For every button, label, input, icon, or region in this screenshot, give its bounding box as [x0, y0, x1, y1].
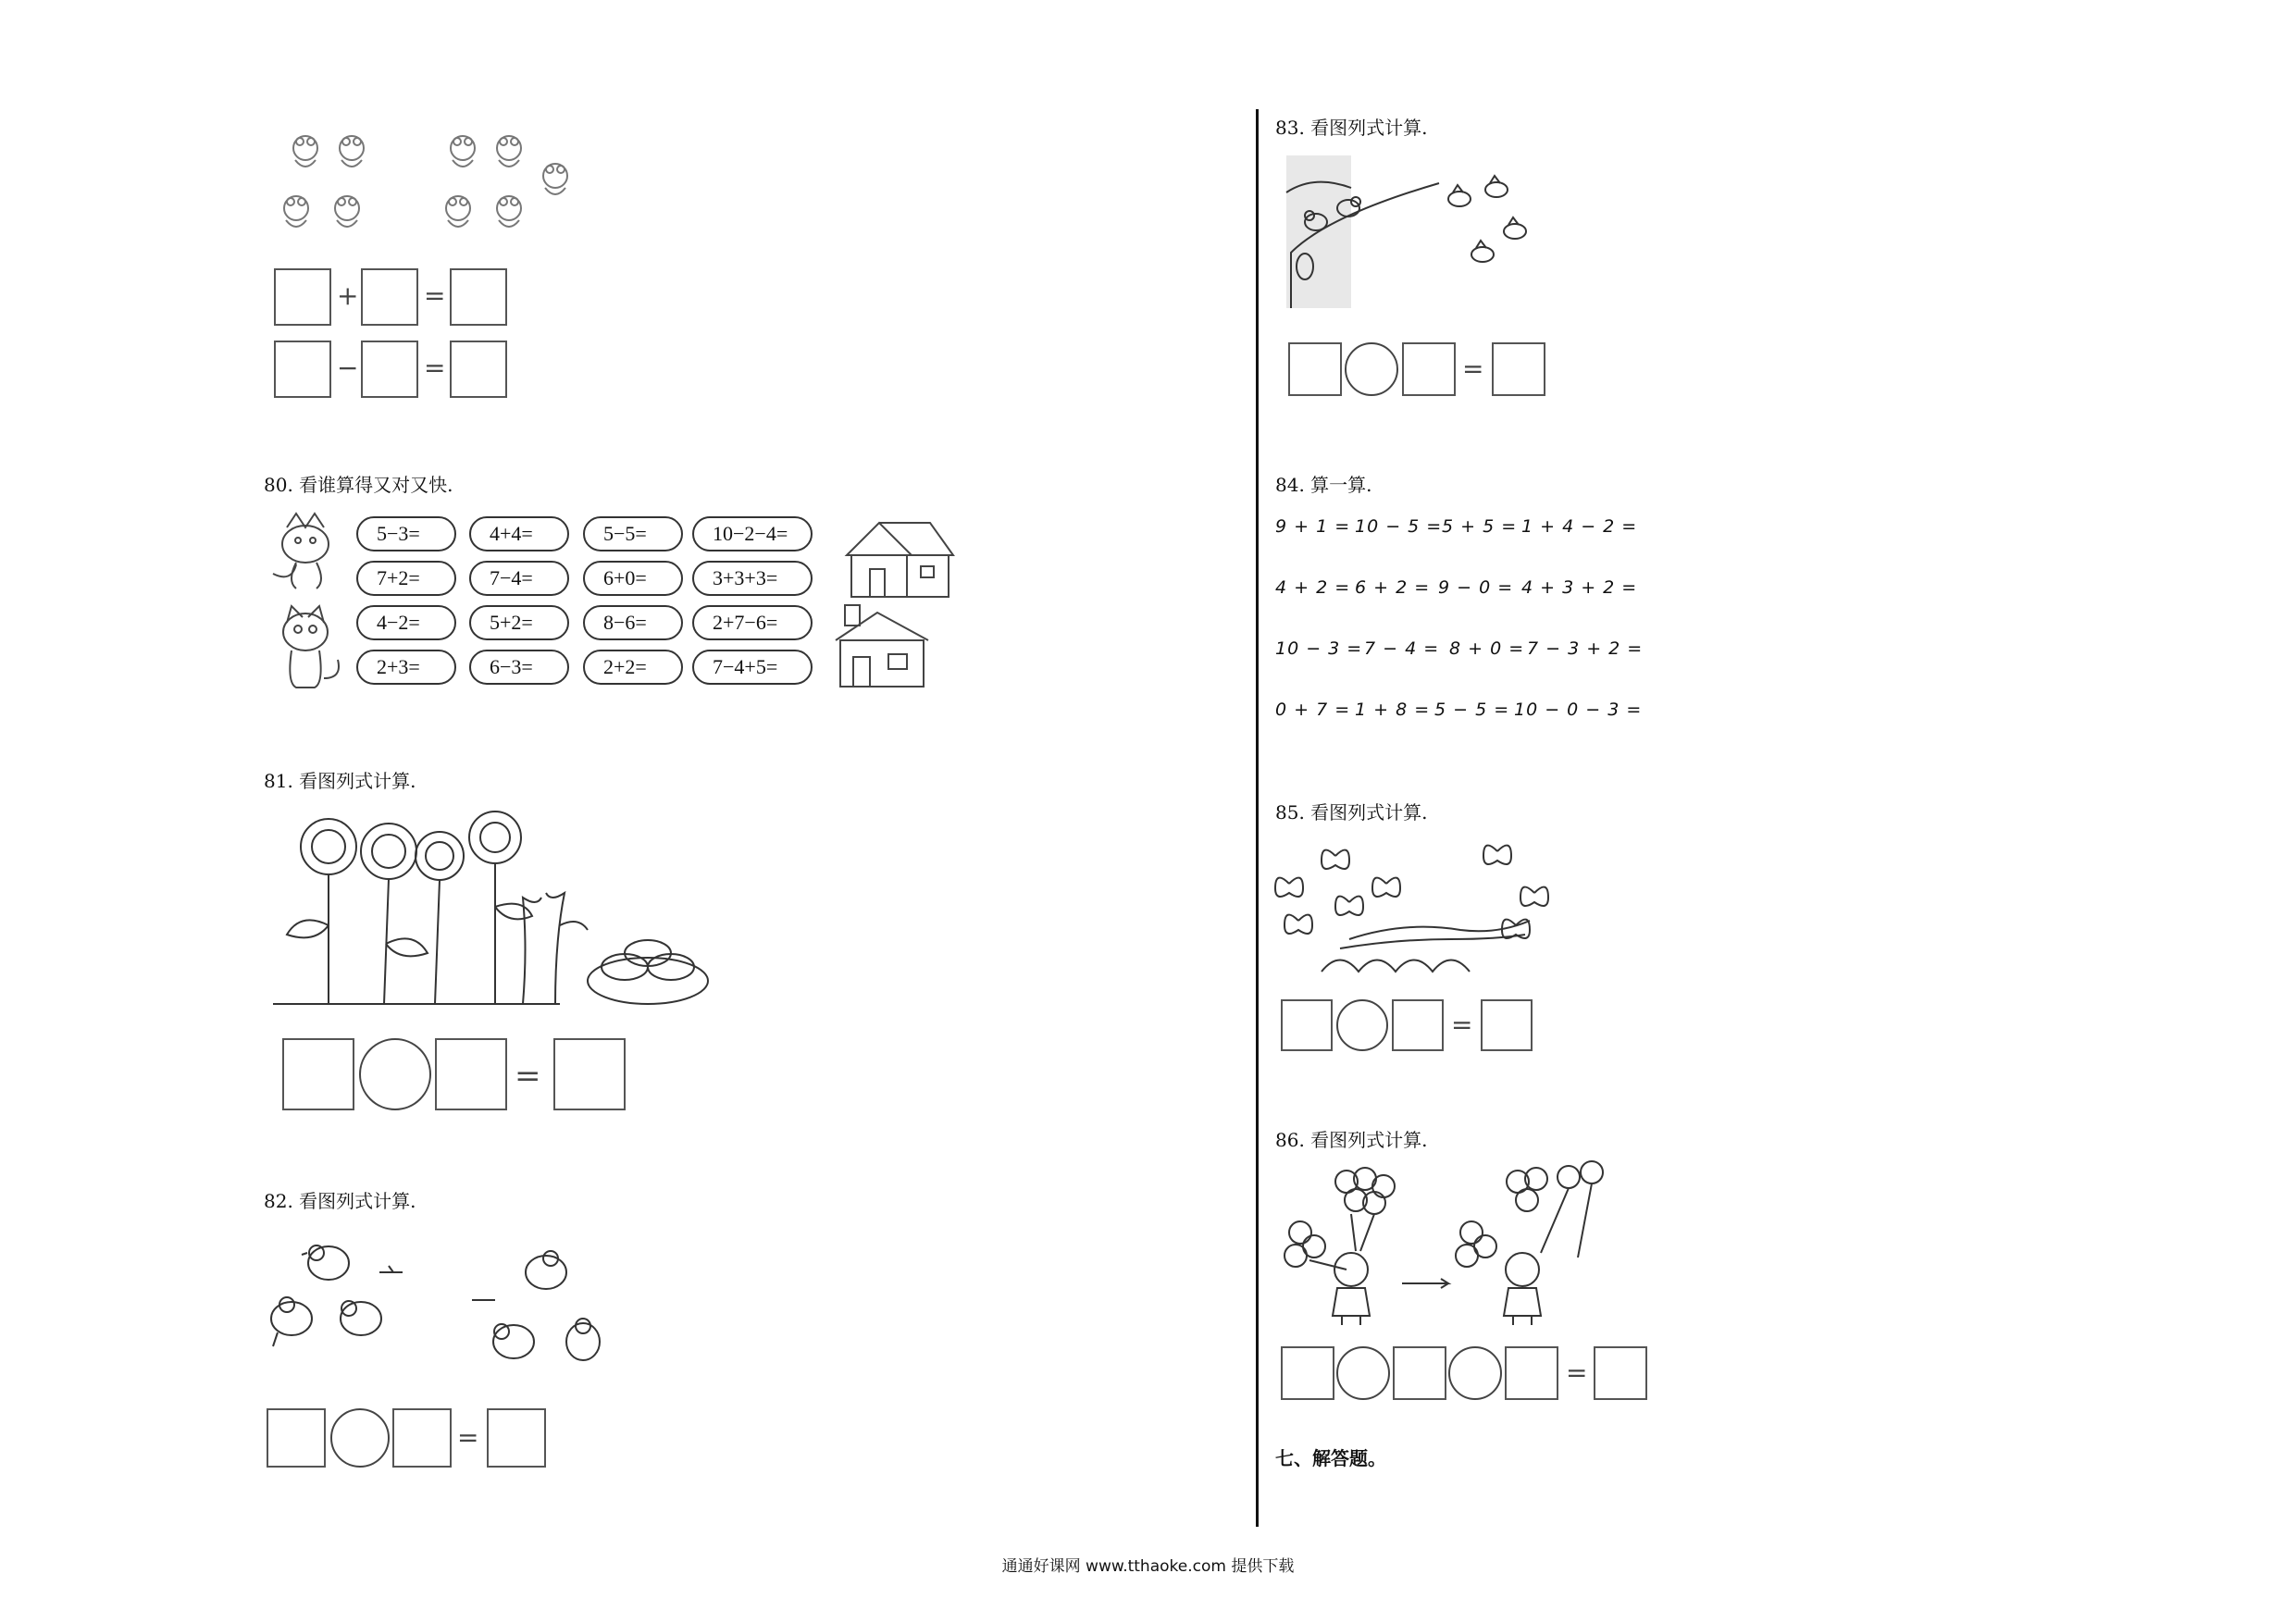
answer-box[interactable] — [274, 268, 331, 326]
page-footer: 通通好课网 www.tthaoke.com 提供下载 — [1001, 1557, 1295, 1576]
answer-box[interactable] — [282, 1038, 354, 1110]
calc-item: 9 − 0 = — [1438, 577, 1514, 598]
calc-item: 10 − 0 − 3 = — [1514, 700, 1643, 720]
operator-circle[interactable] — [330, 1408, 390, 1468]
calc-item: 9 + 1 = — [1275, 516, 1351, 537]
equals-sign: = — [1462, 353, 1484, 384]
calc-item: 6 + 2 = — [1355, 577, 1431, 598]
cat-picture — [268, 600, 352, 692]
answer-box[interactable] — [487, 1408, 546, 1468]
equals-sign: = — [457, 1422, 479, 1453]
answer-box[interactable] — [267, 1408, 326, 1468]
answer-box[interactable] — [435, 1038, 507, 1110]
answer-box[interactable] — [450, 341, 507, 398]
answer-box[interactable] — [274, 341, 331, 398]
calc-pill: 3+3+3= — [692, 561, 813, 596]
calc-item: 0 + 7 = — [1275, 700, 1351, 720]
calc-pill: 4+4= — [469, 516, 569, 551]
question-86-title: 86. 看图列式计算. — [1275, 1129, 1428, 1151]
calc-pill: 2+2= — [583, 650, 683, 685]
balloon-girl-picture — [1282, 1168, 1615, 1325]
answer-box[interactable] — [361, 268, 418, 326]
calc-pill: 2+3= — [356, 650, 456, 685]
minus-sign: − — [337, 353, 359, 383]
question-82-title: 82. 看图列式计算. — [264, 1190, 416, 1212]
operator-circle[interactable] — [1345, 342, 1398, 396]
calc-pill: 7−4+5= — [692, 650, 813, 685]
equals-sign: = — [1451, 1010, 1473, 1040]
calc-item: 10 − 3 = — [1275, 638, 1363, 659]
calc-item: 5 + 5 = — [1442, 516, 1518, 537]
calc-pill: 5−5= — [583, 516, 683, 551]
calc-pill: 2+7−6= — [692, 605, 813, 640]
calc-pill: 5+2= — [469, 605, 569, 640]
calc-pill: 10−2−4= — [692, 516, 813, 551]
answer-box[interactable] — [361, 341, 418, 398]
question-84-title: 84. 算一算. — [1275, 474, 1372, 496]
answer-box[interactable] — [1505, 1346, 1558, 1400]
calc-item: 7 − 3 + 2 = — [1527, 638, 1644, 659]
calc-item: 7 − 4 = — [1364, 638, 1440, 659]
equals-sign: = — [515, 1058, 541, 1095]
calc-pill: 6+0= — [583, 561, 683, 596]
calc-item: 1 + 4 − 2 = — [1521, 516, 1638, 537]
calc-pill: 5−3= — [356, 516, 456, 551]
column-divider — [1256, 109, 1259, 1527]
operator-circle[interactable] — [1336, 1346, 1390, 1400]
answer-box[interactable] — [1288, 342, 1342, 396]
chicks-picture — [268, 1231, 620, 1383]
question-85-title: 85. 看图列式计算. — [1275, 801, 1428, 824]
answer-box[interactable] — [1492, 342, 1545, 396]
operator-circle[interactable] — [1448, 1346, 1502, 1400]
sunflowers-picture — [273, 805, 726, 1013]
answer-box[interactable] — [392, 1408, 452, 1468]
answer-box[interactable] — [1594, 1346, 1647, 1400]
birds-on-tree-picture — [1286, 155, 1545, 308]
answer-box[interactable] — [553, 1038, 626, 1110]
equals-sign: = — [424, 353, 446, 383]
calc-pill: 7+2= — [356, 561, 456, 596]
answer-box[interactable] — [1402, 342, 1456, 396]
calc-item: 8 + 0 = — [1449, 638, 1525, 659]
calc-item: 1 + 8 = — [1355, 700, 1431, 720]
fox-picture — [268, 509, 352, 592]
calc-item: 5 − 5 = — [1434, 700, 1510, 720]
answer-box[interactable] — [1393, 1346, 1446, 1400]
operator-circle[interactable] — [359, 1038, 431, 1110]
equals-sign: = — [1566, 1357, 1588, 1388]
answer-box[interactable] — [1281, 999, 1333, 1051]
operator-circle[interactable] — [1336, 999, 1388, 1051]
calc-pill: 8−6= — [583, 605, 683, 640]
calc-pill: 7−4= — [469, 561, 569, 596]
question-83-title: 83. 看图列式计算. — [1275, 117, 1428, 139]
calc-item: 10 − 5 = — [1355, 516, 1443, 537]
frogs-picture — [273, 120, 606, 259]
calc-item: 4 + 3 + 2 = — [1521, 577, 1638, 598]
house-picture — [842, 518, 958, 601]
plus-sign: + — [337, 280, 359, 311]
answer-box[interactable] — [1392, 999, 1444, 1051]
cottage-picture — [831, 603, 933, 691]
butterflies-picture — [1275, 837, 1571, 981]
answer-box[interactable] — [1481, 999, 1533, 1051]
equals-sign: = — [424, 280, 446, 311]
answer-box[interactable] — [1281, 1346, 1334, 1400]
question-81-title: 81. 看图列式计算. — [264, 770, 416, 792]
question-80-title: 80. 看谁算得又对又快. — [264, 474, 453, 496]
calc-pill: 6−3= — [469, 650, 569, 685]
calc-item: 4 + 2 = — [1275, 577, 1351, 598]
section-7-heading: 七、解答题。 — [1275, 1447, 1386, 1469]
answer-box[interactable] — [450, 268, 507, 326]
calc-pill: 4−2= — [356, 605, 456, 640]
